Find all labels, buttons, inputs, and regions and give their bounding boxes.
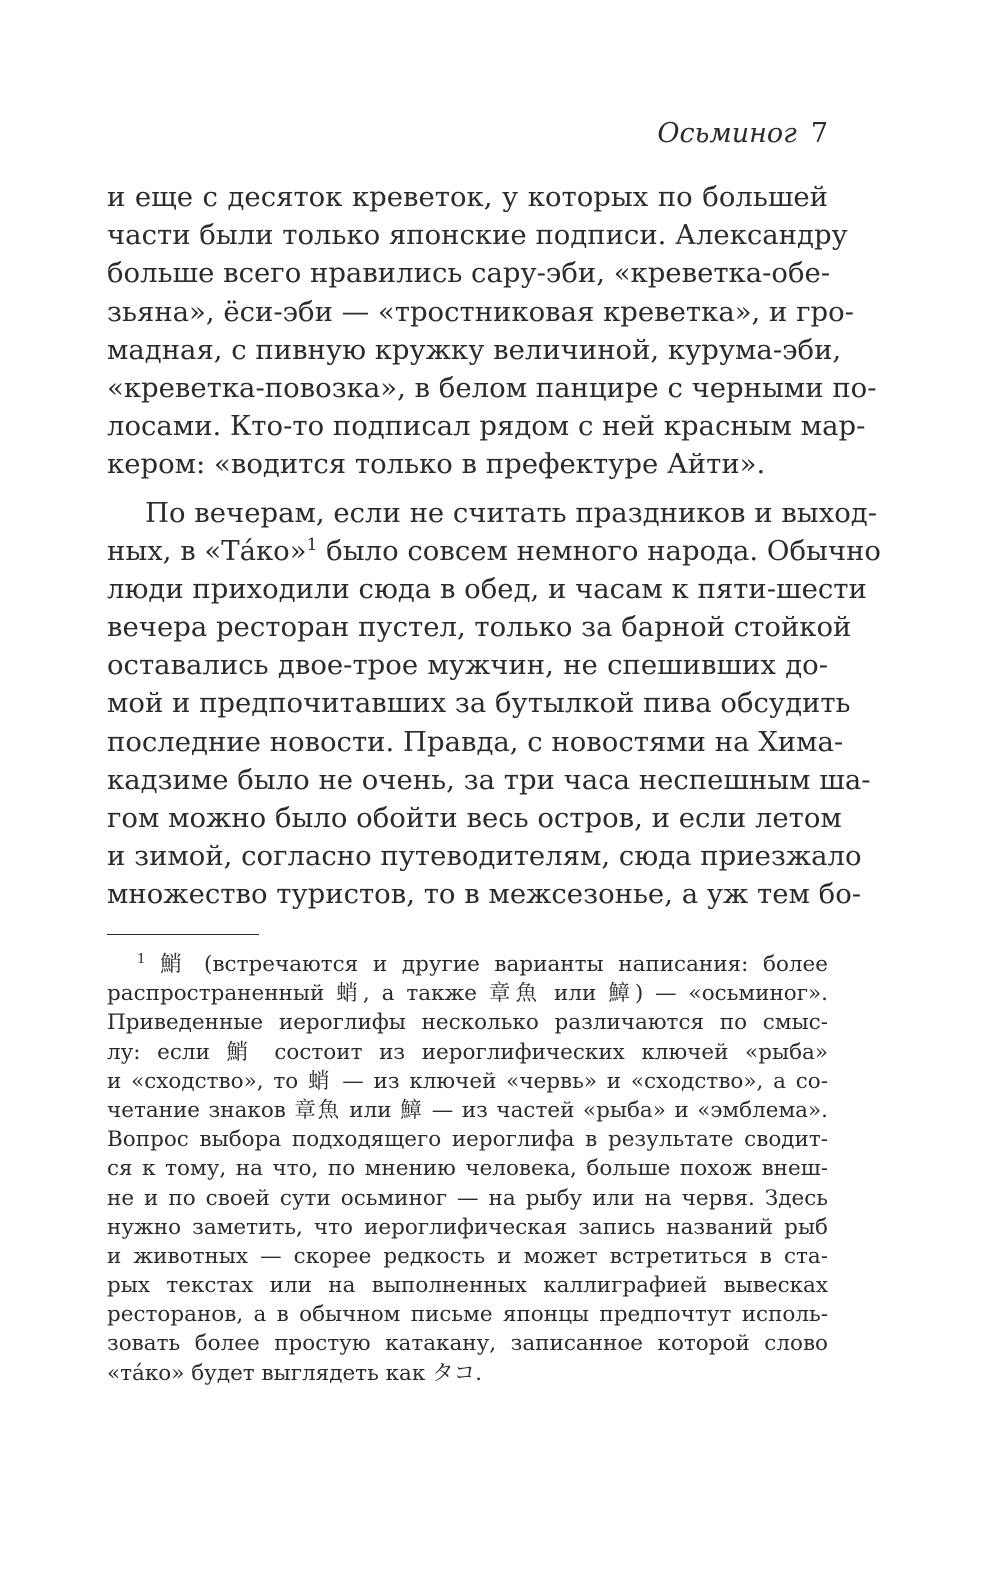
text-line: оставались двое-трое мужчин, не спешивших до- bbox=[107, 649, 828, 682]
running-header bbox=[600, 116, 828, 152]
footnote-reference[interactable]: 1 bbox=[306, 534, 318, 555]
text-line: последние новости. Правда, с новостями на Хима- bbox=[107, 725, 844, 758]
text-fragment: ных, в «Тáко» bbox=[107, 534, 307, 567]
text-line: мой и предпочитавших за бутылкой пива обсудить bbox=[107, 687, 851, 720]
footnote-line: не и по своей сути осьминог — на рыбу или на червя. Здесь bbox=[107, 1185, 828, 1211]
text-line: кадзиме было не очень, за три часа неспешным ша- bbox=[107, 763, 871, 796]
text-line: и зимой, согласно путеводителям, сюда приезжало bbox=[107, 840, 862, 873]
footnote-line: Приведенные иероглифы несколько различаются по смыс- bbox=[107, 1010, 828, 1036]
text-line-with-footnote-ref bbox=[107, 532, 881, 570]
footnote-line: лу: если 鮹 состоит из иероглифических ключей «рыба» bbox=[107, 1039, 828, 1065]
footnote-line: четание знаков 章魚 или 鱆 — из частей «рыба» и «эмблема». bbox=[107, 1097, 828, 1123]
footnote-line: зовать более простую катакану, записанное которой слово bbox=[107, 1331, 828, 1357]
text-line: множество туристов, то в межсезонье, а уж тем бо- bbox=[107, 878, 862, 911]
footnote-line: нужно заметить, что иероглифическая запись названий рыб bbox=[107, 1214, 828, 1240]
text-line: «креветка-повозка», в белом панцире с черными по- bbox=[107, 371, 877, 404]
footnote-line: рых текстах или на выполненных каллиграфией вывесках bbox=[107, 1273, 828, 1299]
footnote-divider bbox=[107, 934, 259, 935]
text-line: вечера ресторан пустел, только за барной стойкой bbox=[107, 611, 852, 644]
text-line: больше всего нравились сару-эби, «креветка-обе- bbox=[107, 257, 831, 290]
text-line: мадная, с пивную кружку величиной, курума-эби, bbox=[107, 333, 842, 366]
text-fragment: было совсем немного народа. Обычно bbox=[326, 534, 881, 567]
running-title: Осьминог bbox=[657, 118, 797, 149]
footnote-text: 鮹 (встречаются и другие варианты написания: более bbox=[160, 952, 828, 977]
footnote-line: ресторанов, а в обычном письме японцы предпочтут исполь- bbox=[107, 1302, 828, 1328]
text-line: кером: «водится только в префектуре Айти». bbox=[107, 448, 766, 481]
text-line: части были только японские подписи. Александру bbox=[107, 219, 848, 252]
footnote-line: распространенный 蛸, а также 章魚 или 鱆) — «осьминог». bbox=[107, 981, 828, 1007]
paragraph-gap bbox=[107, 484, 828, 494]
text-line: По вечерам, если не считать праздников и выход- bbox=[145, 496, 877, 529]
footnote-marker: 1 bbox=[137, 952, 146, 968]
footnote-line: и «сходство», то 蛸 — из ключей «червь» и «сходство», а со- bbox=[107, 1068, 828, 1094]
text-line: зьяна», ёси-эби — «тростниковая креветка», и гро- bbox=[107, 295, 854, 328]
footnote-block bbox=[107, 950, 828, 1388]
footnote-line bbox=[107, 950, 828, 979]
text-line: люди приходили сюда в обед, и часам к пяти-шести bbox=[107, 572, 867, 605]
main-text bbox=[107, 178, 881, 914]
text-line: и еще с десяток креветок, у которых по большей bbox=[107, 181, 828, 213]
footnote-line: ся к тому, на что, по мнению человека, больше похож внеш- bbox=[107, 1156, 828, 1182]
text-line: гом можно было обойти весь остров, и если летом bbox=[107, 802, 842, 834]
footnote-line: Вопрос выбора подходящего иероглифа в результате сводит- bbox=[107, 1127, 828, 1153]
page-number: 7 bbox=[810, 118, 828, 149]
footnote-line: «тáко» будет выглядеть как タコ. bbox=[107, 1360, 482, 1386]
footnote-line: и животных — скорее редкость и может встретиться в ста- bbox=[107, 1243, 828, 1269]
text-line: лосами. Кто-то подписал рядом с ней красным мар- bbox=[107, 410, 866, 443]
